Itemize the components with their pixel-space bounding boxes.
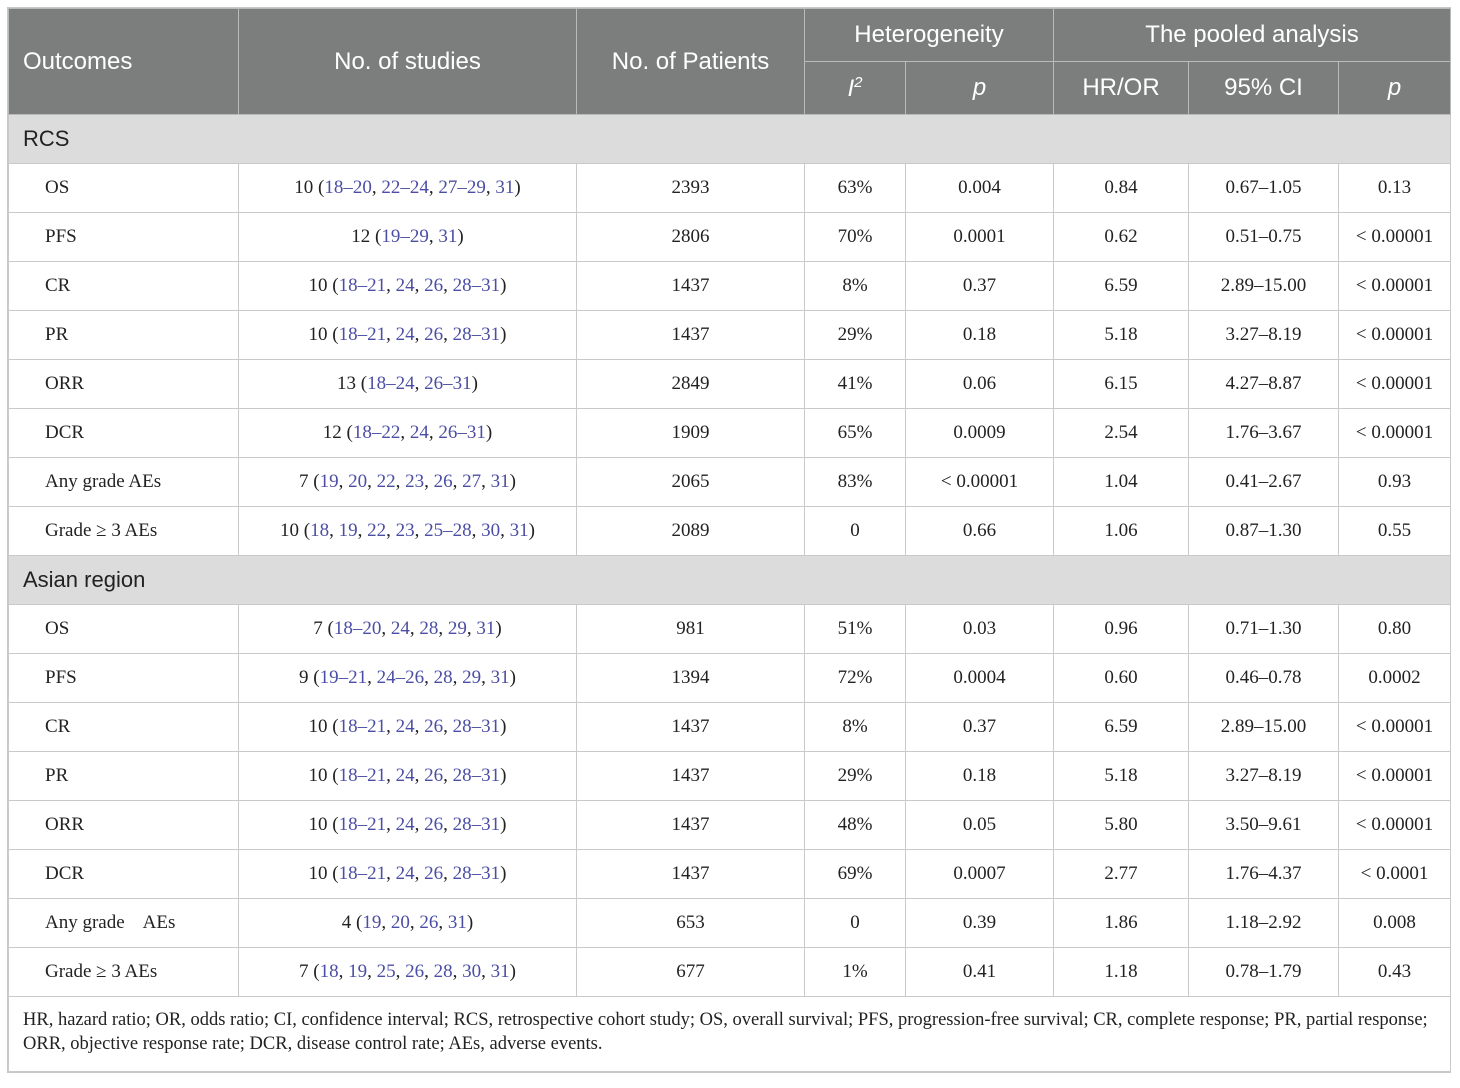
outcome-cell: CR [9,703,239,752]
table-row [9,360,1451,409]
study-count: 10 [308,863,328,884]
reference-link[interactable]: 31 [490,471,510,492]
outcome-cell: PFS [9,213,239,262]
reference-link[interactable]: 26 [405,961,425,982]
ci-cell: 0.51–0.75 [1189,213,1339,262]
i2-cell: 65% [805,409,906,458]
reference-link[interactable]: 19–21 [319,667,368,688]
hr-cell: 1.86 [1054,899,1189,948]
study-count: 10 [308,765,328,786]
het-p-cell: < 0.00001 [906,458,1054,507]
study-count: 7 [313,618,323,639]
study-count: 13 [337,373,357,394]
studies-cell: 10 (18–21, 24, 26, 28–31) [239,801,577,850]
ci-cell: 1.76–3.67 [1189,409,1339,458]
study-count: 12 [351,226,371,247]
hr-cell: 6.59 [1054,703,1189,752]
reference-link[interactable]: 28 [433,667,453,688]
outcome-cell: ORR [9,801,239,850]
outcome-cell: Any grade AEs [9,899,239,948]
studies-cell: 7 (18–20, 24, 28, 29, 31) [239,605,577,654]
table-row [9,654,1451,703]
study-count: 10 [280,520,300,541]
reference-link[interactable]: 24 [395,324,415,345]
p-cell: < 0.00001 [1339,752,1451,801]
pooled-analysis-table [8,8,1451,1072]
p-cell: 0.008 [1339,899,1451,948]
i2-cell: 83% [805,458,906,507]
table-row [9,311,1451,360]
hr-cell: 0.60 [1054,654,1189,703]
reference-link[interactable]: 18 [319,961,339,982]
study-count: 10 [294,177,314,198]
ci-cell: 3.27–8.19 [1189,311,1339,360]
outcome-cell: Grade ≥ 3 AEs [9,507,239,556]
i2-cell: 70% [805,213,906,262]
reference-link[interactable]: 18–24 [367,373,415,394]
reference-link[interactable]: 29 [462,667,482,688]
reference-link[interactable]: 18–21 [338,716,387,737]
outcome-cell: OS [9,605,239,654]
hr-cell: 6.59 [1054,262,1189,311]
ci-cell: 0.87–1.30 [1189,507,1339,556]
patients-cell: 2806 [577,213,805,262]
outcome-cell: DCR [9,409,239,458]
het-p-cell: 0.004 [906,164,1054,213]
p-cell: 0.55 [1339,507,1451,556]
outcome-cell: PFS [9,654,239,703]
patients-cell: 1437 [577,752,805,801]
hr-cell: 6.15 [1054,360,1189,409]
table-row [9,752,1451,801]
reference-link[interactable]: 27–29 [438,177,486,198]
i2-cell: 72% [805,654,906,703]
het-p-cell: 0.03 [906,605,1054,654]
studies-cell: 10 (18–21, 24, 26, 28–31) [239,752,577,801]
outcome-cell: CR [9,262,239,311]
study-count: 12 [322,422,342,443]
ci-cell: 2.89–15.00 [1189,703,1339,752]
reference-link[interactable]: 19–29 [381,226,429,247]
patients-cell: 1437 [577,311,805,360]
header-i2: $I^2$ [805,62,906,115]
p-cell: 0.93 [1339,458,1451,507]
outcome-cell: Grade ≥ 3 AEs [9,948,239,997]
ci-cell: 4.27–8.87 [1189,360,1339,409]
reference-link[interactable]: 18–21 [338,863,387,884]
studies-cell: 10 (18–21, 24, 26, 28–31) [239,262,577,311]
reference-link[interactable]: 23 [395,520,415,541]
table-row [9,458,1451,507]
results-table-container [7,7,1451,1073]
table-row [9,262,1451,311]
het-p-cell: 0.18 [906,752,1054,801]
het-p-cell: 0.0004 [906,654,1054,703]
p-cell: 0.13 [1339,164,1451,213]
outcome-cell: DCR [9,850,239,899]
hr-cell: 0.84 [1054,164,1189,213]
p-cell: 0.0002 [1339,654,1451,703]
studies-cell: 7 (18, 19, 25, 26, 28, 30, 31) [239,948,577,997]
table-row [9,507,1451,556]
het-p-cell: 0.0001 [906,213,1054,262]
reference-link[interactable]: 28–31 [452,863,501,884]
section-row [9,115,1451,164]
footnote: HR, hazard ratio; OR, odds ratio; CI, confidence interval; RCS, retrospective cohort study; OS, overall survival; PFS, progression-free survival; CR, complete response; PR, partial response; ORR, objective response rate; DCR, disease control rate; AEs, adverse events. [9,997,1451,1072]
i2-cell: 41% [805,360,906,409]
reference-link[interactable]: 31 [476,618,496,639]
study-count: 7 [299,471,309,492]
patients-cell: 1437 [577,703,805,752]
ci-cell: 1.76–4.37 [1189,850,1339,899]
studies-cell: 10 (18–21, 24, 26, 28–31) [239,703,577,752]
reference-link[interactable]: 19 [338,520,358,541]
reference-link[interactable]: 26 [419,912,439,933]
reference-link[interactable]: 22 [376,471,396,492]
reference-link[interactable]: 24 [395,814,415,835]
ci-cell: 0.78–1.79 [1189,948,1339,997]
hr-cell: 0.62 [1054,213,1189,262]
table-row [9,850,1451,899]
header-pooled-analysis: The pooled analysis [1054,9,1451,62]
reference-link[interactable]: 18–21 [338,275,387,296]
reference-link[interactable]: 24 [409,422,429,443]
reference-link[interactable]: 24 [395,863,415,884]
hr-cell: 1.06 [1054,507,1189,556]
reference-link[interactable]: 19 [362,912,382,933]
studies-cell: 7 (19, 20, 22, 23, 26, 27, 31) [239,458,577,507]
i2-cell: 1% [805,948,906,997]
table-body [9,115,1451,997]
patients-cell: 2393 [577,164,805,213]
i2-cell: 8% [805,262,906,311]
reference-link[interactable]: 18–21 [338,765,387,786]
table-row [9,703,1451,752]
header-hr-or: HR/OR [1054,62,1189,115]
ci-cell: 0.46–0.78 [1189,654,1339,703]
het-p-cell: 0.06 [906,360,1054,409]
header-row-1 [9,9,1451,62]
hr-cell: 2.77 [1054,850,1189,899]
patients-cell: 677 [577,948,805,997]
p-cell: 0.43 [1339,948,1451,997]
outcome-cell: PR [9,311,239,360]
het-p-cell: 0.37 [906,703,1054,752]
i2-cell: 29% [805,752,906,801]
section-row [9,556,1451,605]
p-cell: < 0.00001 [1339,262,1451,311]
reference-link[interactable]: 26 [424,324,444,345]
studies-cell: 12 (18–22, 24, 26–31) [239,409,577,458]
het-p-cell: 0.0009 [906,409,1054,458]
i2-cell: 69% [805,850,906,899]
outcome-cell: OS [9,164,239,213]
reference-link[interactable]: 28–31 [452,275,501,296]
reference-link[interactable]: 23 [405,471,425,492]
het-p-cell: 0.05 [906,801,1054,850]
header-patients: No. of Patients [577,9,805,115]
reference-link[interactable]: 24 [395,275,415,296]
reference-link[interactable]: 26 [424,765,444,786]
p-cell: 0.80 [1339,605,1451,654]
hr-cell: 1.04 [1054,458,1189,507]
i2-cell: 8% [805,703,906,752]
footnote-row [9,997,1451,1072]
hr-cell: 5.18 [1054,311,1189,360]
reference-link[interactable]: 18–21 [338,814,387,835]
table-row [9,213,1451,262]
i2-cell: 63% [805,164,906,213]
reference-link[interactable]: 26 [424,716,444,737]
reference-link[interactable]: 31 [495,177,515,198]
reference-link[interactable]: 25 [376,961,396,982]
ci-cell: 3.27–8.19 [1189,752,1339,801]
het-p-cell: 0.41 [906,948,1054,997]
i2-cell: 0 [805,507,906,556]
patients-cell: 1394 [577,654,805,703]
reference-link[interactable]: 29 [447,618,467,639]
reference-link[interactable]: 25–28 [424,520,472,541]
studies-cell: 10 (18, 19, 22, 23, 25–28, 30, 31) [239,507,577,556]
studies-cell: 13 (18–24, 26–31) [239,360,577,409]
p-cell: < 0.00001 [1339,213,1451,262]
reference-link[interactable]: 26 [424,863,444,884]
reference-link[interactable]: 28–31 [452,716,501,737]
patients-cell: 1909 [577,409,805,458]
het-p-cell: 0.0007 [906,850,1054,899]
study-count: 10 [308,275,328,296]
reference-link[interactable]: 20 [390,912,410,933]
reference-link[interactable]: 19 [319,471,339,492]
reference-link[interactable]: 18–21 [338,324,387,345]
ci-cell: 0.41–2.67 [1189,458,1339,507]
reference-link[interactable]: 31 [490,961,510,982]
section-title: Asian region [9,556,1451,605]
reference-link[interactable]: 28–31 [452,814,501,835]
patients-cell: 2089 [577,507,805,556]
reference-link[interactable]: 20 [348,471,368,492]
table-row [9,899,1451,948]
i2-cell: 48% [805,801,906,850]
studies-cell: 10 (18–21, 24, 26, 28–31) [239,311,577,360]
reference-link[interactable]: 27 [462,471,482,492]
hr-cell: 2.54 [1054,409,1189,458]
header-pooled-p: p [1339,62,1451,115]
reference-link[interactable]: 18–20 [333,618,382,639]
ci-cell: 0.71–1.30 [1189,605,1339,654]
table-row [9,409,1451,458]
reference-link[interactable]: 31 [438,226,458,247]
reference-link[interactable]: 18–20 [324,177,372,198]
het-p-cell: 0.18 [906,311,1054,360]
het-p-cell: 0.37 [906,262,1054,311]
patients-cell: 1437 [577,262,805,311]
reference-link[interactable]: 31 [490,667,510,688]
study-count: 9 [299,667,309,688]
p-cell: < 0.0001 [1339,850,1451,899]
studies-cell: 10 (18–21, 24, 26, 28–31) [239,850,577,899]
p-cell: < 0.00001 [1339,311,1451,360]
studies-cell: 9 (19–21, 24–26, 28, 29, 31) [239,654,577,703]
patients-cell: 981 [577,605,805,654]
ci-cell: 1.18–2.92 [1189,899,1339,948]
reference-link[interactable]: 24 [395,716,415,737]
reference-link[interactable]: 26 [424,275,444,296]
p-cell: < 0.00001 [1339,801,1451,850]
reference-link[interactable]: 18–22 [352,422,401,443]
patients-cell: 2849 [577,360,805,409]
study-count: 10 [308,716,328,737]
hr-cell: 5.80 [1054,801,1189,850]
reference-link[interactable]: 18 [310,520,330,541]
reference-link[interactable]: 26 [433,471,453,492]
p-cell: < 0.00001 [1339,360,1451,409]
study-count: 7 [299,961,309,982]
hr-cell: 0.96 [1054,605,1189,654]
outcome-cell: PR [9,752,239,801]
reference-link[interactable]: 30 [462,961,482,982]
header-het-p: p [906,62,1054,115]
reference-link[interactable]: 28 [419,618,439,639]
outcome-cell: ORR [9,360,239,409]
reference-link[interactable]: 30 [481,520,501,541]
table-row [9,948,1451,997]
hr-cell: 5.18 [1054,752,1189,801]
studies-cell: 4 (19, 20, 26, 31) [239,899,577,948]
studies-cell: 10 (18–20, 22–24, 27–29, 31) [239,164,577,213]
reference-link[interactable]: 28–31 [452,765,501,786]
reference-link[interactable]: 24 [395,765,415,786]
p-cell: < 0.00001 [1339,409,1451,458]
reference-link[interactable]: 28 [433,961,453,982]
table-row [9,164,1451,213]
het-p-cell: 0.39 [906,899,1054,948]
header-outcomes: Outcomes [9,9,239,115]
reference-link[interactable]: 31 [447,912,467,933]
patients-cell: 2065 [577,458,805,507]
het-p-cell: 0.66 [906,507,1054,556]
p-cell: < 0.00001 [1339,703,1451,752]
reference-link[interactable]: 22–24 [381,177,429,198]
reference-link[interactable]: 19 [348,961,368,982]
study-count: 10 [308,814,328,835]
table-row [9,801,1451,850]
reference-link[interactable]: 22 [367,520,387,541]
header-heterogeneity: Heterogeneity [805,9,1054,62]
outcome-cell: Any grade AEs [9,458,239,507]
study-count: 10 [308,324,328,345]
header-studies: No. of studies [239,9,577,115]
i2-cell: 51% [805,605,906,654]
patients-cell: 1437 [577,850,805,899]
reference-link[interactable]: 24 [390,618,410,639]
hr-cell: 1.18 [1054,948,1189,997]
reference-link[interactable]: 26 [424,814,444,835]
ci-cell: 3.50–9.61 [1189,801,1339,850]
reference-link[interactable]: 28–31 [452,324,501,345]
studies-cell: 12 (19–29, 31) [239,213,577,262]
section-title: RCS [9,115,1451,164]
ci-cell: 2.89–15.00 [1189,262,1339,311]
header-ci: 95% CI [1189,62,1339,115]
patients-cell: 1437 [577,801,805,850]
reference-link[interactable]: 26–31 [438,422,486,443]
i2-cell: 0 [805,899,906,948]
table-row [9,605,1451,654]
patients-cell: 653 [577,899,805,948]
study-count: 4 [341,912,352,933]
i2-cell: 29% [805,311,906,360]
reference-link[interactable]: 24–26 [376,667,425,688]
ci-cell: 0.67–1.05 [1189,164,1339,213]
reference-link[interactable]: 26–31 [424,373,472,394]
reference-link[interactable]: 31 [509,520,529,541]
